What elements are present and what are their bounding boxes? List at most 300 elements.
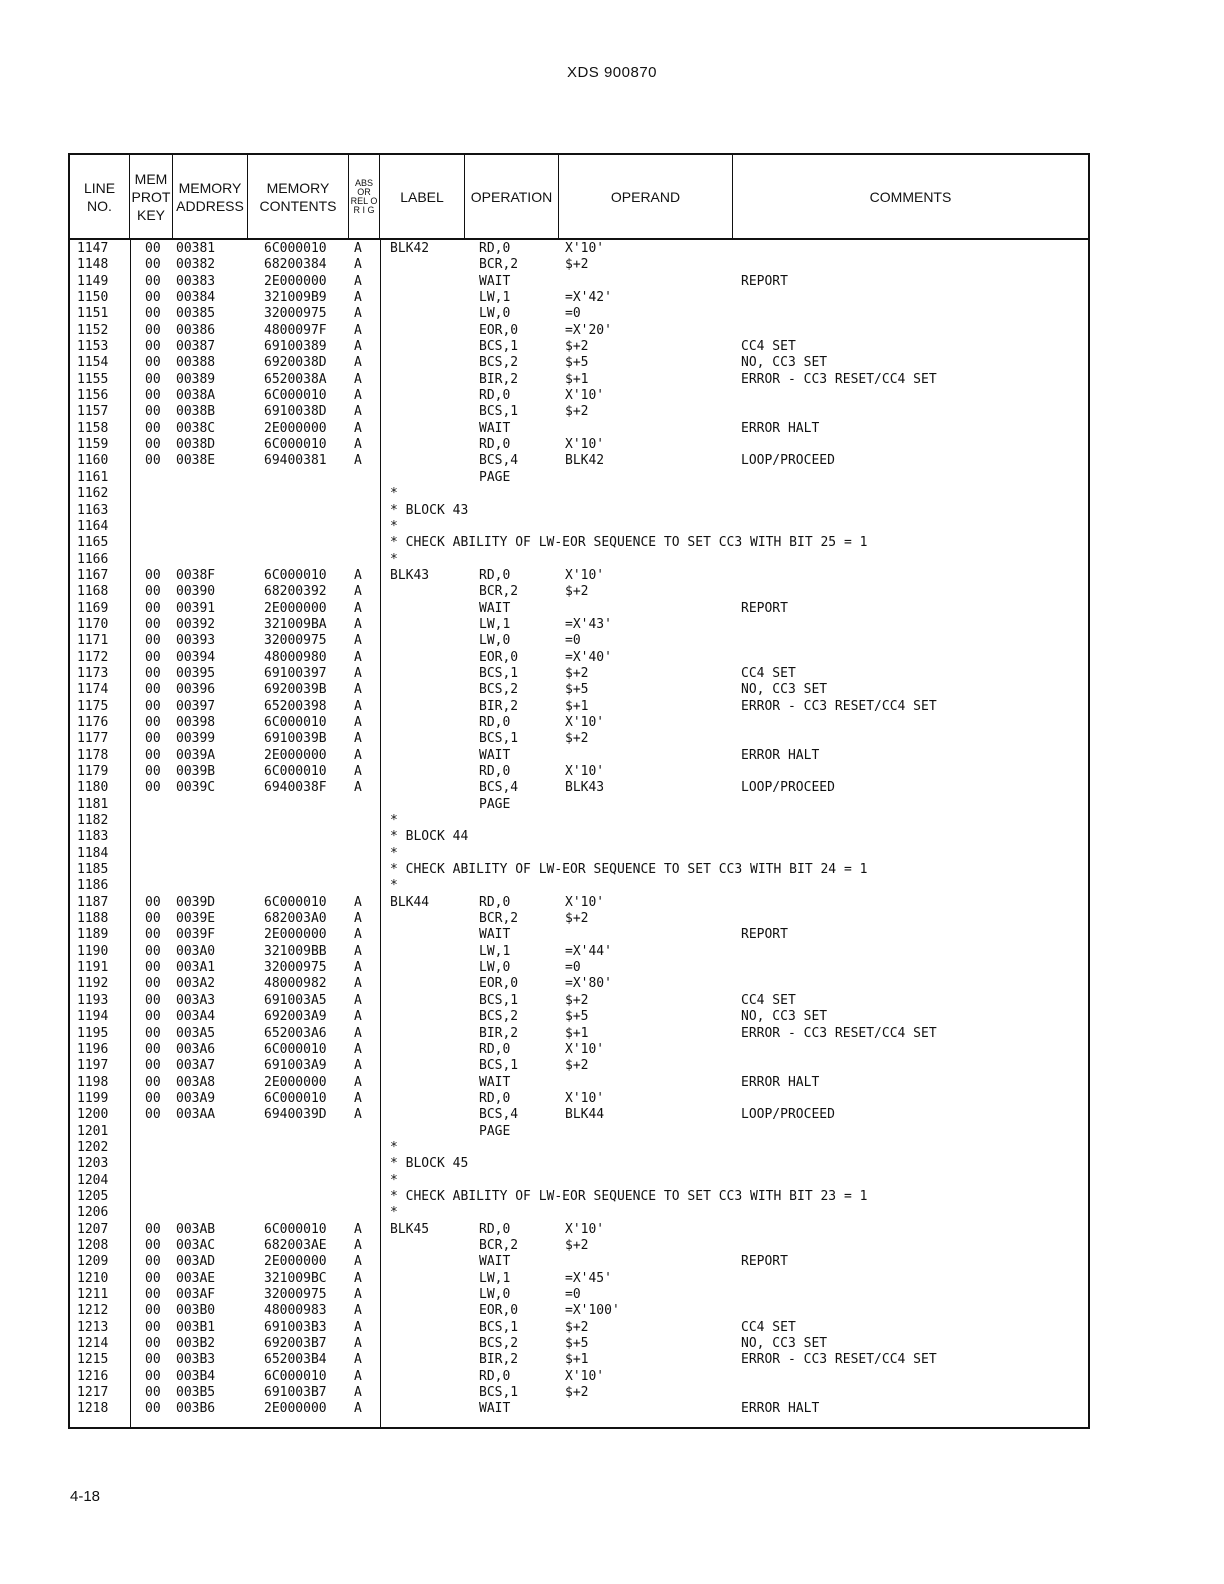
table-row bbox=[70, 1042, 1088, 1058]
line-number: 1166 bbox=[77, 551, 109, 567]
memory-address: 003B4 bbox=[176, 1368, 216, 1384]
line-number: 1214 bbox=[77, 1336, 109, 1352]
memory-contents: 692003A9 bbox=[264, 1009, 327, 1025]
line-number: 1169 bbox=[77, 600, 109, 616]
memory-address: 00390 bbox=[176, 584, 216, 600]
table-row bbox=[70, 519, 1088, 535]
memory-contents: 6C000010 bbox=[264, 437, 327, 453]
mem-prot-key: 00 bbox=[145, 584, 161, 600]
operand-cell: $+2 bbox=[565, 1319, 589, 1335]
header-operation: OPERATION bbox=[465, 155, 559, 238]
memory-contents: 48000980 bbox=[264, 649, 327, 665]
memory-contents: 32000975 bbox=[264, 633, 327, 649]
mem-prot-key: 00 bbox=[145, 960, 161, 976]
memory-contents: 48000982 bbox=[264, 976, 327, 992]
table-row bbox=[70, 1026, 1088, 1042]
memory-address: 0039E bbox=[176, 911, 216, 927]
abs-rel-flag: A bbox=[354, 1401, 362, 1417]
mem-prot-key: 00 bbox=[145, 1074, 161, 1090]
comment-cell: CC4 SET bbox=[741, 339, 796, 355]
mem-prot-key: 00 bbox=[145, 976, 161, 992]
memory-contents: 6520038A bbox=[264, 371, 327, 387]
comment-cell: NO, CC3 SET bbox=[741, 355, 828, 371]
abs-rel-flag: A bbox=[354, 780, 362, 796]
operation-cell: WAIT bbox=[479, 420, 511, 436]
memory-address: 003AE bbox=[176, 1270, 216, 1286]
table-row bbox=[70, 1107, 1088, 1123]
table-row bbox=[70, 306, 1088, 322]
operand-cell: X'10' bbox=[565, 764, 605, 779]
comment-cell: REPORT bbox=[741, 1254, 788, 1270]
memory-address: 00395 bbox=[176, 665, 216, 681]
abs-rel-flag: A bbox=[354, 600, 362, 616]
memory-address: 003B5 bbox=[176, 1385, 216, 1401]
mem-prot-key: 00 bbox=[145, 1352, 161, 1368]
operation-cell: WAIT bbox=[479, 600, 511, 616]
abs-rel-flag: A bbox=[354, 894, 362, 910]
memory-address: 00385 bbox=[176, 306, 216, 322]
mem-prot-key: 00 bbox=[145, 665, 161, 681]
memory-address: 003A4 bbox=[176, 1009, 216, 1025]
memory-address: 00387 bbox=[176, 339, 216, 355]
mem-prot-key: 00 bbox=[145, 1221, 161, 1237]
operation-cell: LW,0 bbox=[479, 960, 511, 976]
abs-rel-flag: A bbox=[354, 731, 362, 747]
mem-prot-key: 00 bbox=[145, 1107, 161, 1123]
memory-address: 003A7 bbox=[176, 1058, 216, 1074]
operand-cell: X'10' bbox=[565, 1041, 605, 1057]
line-number: 1159 bbox=[77, 437, 109, 453]
page-number: 4-18 bbox=[70, 1488, 101, 1505]
mem-prot-key: 00 bbox=[145, 241, 161, 256]
memory-contents: 6C000010 bbox=[264, 388, 327, 404]
mem-prot-key: 00 bbox=[145, 943, 161, 959]
table-row bbox=[70, 617, 1088, 633]
abs-rel-flag: A bbox=[354, 1221, 362, 1237]
line-number: 1150 bbox=[77, 290, 109, 306]
table-row bbox=[70, 257, 1088, 273]
memory-contents: 32000975 bbox=[264, 960, 327, 976]
operation-cell: EOR,0 bbox=[479, 322, 519, 338]
table-row bbox=[70, 666, 1088, 682]
abs-rel-flag: A bbox=[354, 241, 362, 256]
mem-prot-key: 00 bbox=[145, 911, 161, 927]
line-number: 1148 bbox=[77, 257, 109, 273]
operation-cell: BCS,2 bbox=[479, 682, 519, 698]
mem-prot-key: 00 bbox=[145, 567, 161, 583]
mem-prot-key: 00 bbox=[145, 731, 161, 747]
memory-contents: 6C000010 bbox=[264, 714, 327, 730]
table-row bbox=[70, 470, 1088, 486]
memory-contents: 32000975 bbox=[264, 1287, 327, 1302]
comment-cell: LOOP/PROCEED bbox=[741, 780, 835, 796]
memory-contents: 6910038D bbox=[264, 404, 327, 420]
memory-contents: 691003B3 bbox=[264, 1319, 327, 1335]
abs-rel-flag: A bbox=[354, 1058, 362, 1074]
abs-rel-flag: A bbox=[354, 355, 362, 371]
line-number: 1155 bbox=[77, 371, 109, 387]
memory-contents: 2E000000 bbox=[264, 420, 327, 436]
table-row bbox=[70, 1091, 1088, 1107]
operation-cell: BCS,1 bbox=[479, 1319, 519, 1335]
memory-contents: 6C000010 bbox=[264, 567, 327, 583]
memory-contents: 4800097F bbox=[264, 322, 327, 338]
memory-address: 00391 bbox=[176, 600, 216, 616]
comment-cell: ERROR HALT bbox=[741, 747, 820, 763]
line-number: 1212 bbox=[77, 1303, 109, 1319]
line-number: 1164 bbox=[77, 518, 109, 534]
operation-cell: RD,0 bbox=[479, 241, 511, 256]
table-row bbox=[70, 813, 1088, 829]
comment-cell: CC4 SET bbox=[741, 992, 796, 1008]
comment-cell: REPORT bbox=[741, 273, 788, 289]
table-row bbox=[70, 764, 1088, 780]
mem-prot-key: 00 bbox=[145, 437, 161, 453]
memory-address: 003B3 bbox=[176, 1352, 216, 1368]
memory-address: 0038B bbox=[176, 404, 216, 420]
mem-prot-key: 00 bbox=[145, 1401, 161, 1417]
operation-cell: LW,1 bbox=[479, 290, 511, 306]
table-header bbox=[70, 155, 1088, 240]
line-number: 1205 bbox=[77, 1188, 109, 1204]
comment-cell: ERROR HALT bbox=[741, 420, 820, 436]
memory-contents: 2E000000 bbox=[264, 1254, 327, 1270]
table-row bbox=[70, 911, 1088, 927]
table-row bbox=[70, 650, 1088, 666]
memory-address: 003A0 bbox=[176, 943, 216, 959]
comment-line: * CHECK ABILITY OF LW-EOR SEQUENCE TO SET CC3 WITH BIT 24 = 1 bbox=[390, 862, 868, 878]
listing-rows bbox=[70, 241, 1088, 1418]
memory-contents: 682003A0 bbox=[264, 911, 327, 927]
memory-contents: 6C000010 bbox=[264, 1041, 327, 1057]
memory-contents: 68200384 bbox=[264, 257, 327, 273]
memory-address: 00383 bbox=[176, 273, 216, 289]
table-row bbox=[70, 976, 1088, 992]
label-cell: BLK42 bbox=[390, 241, 430, 256]
table-row bbox=[70, 797, 1088, 813]
operand-cell: X'10' bbox=[565, 714, 605, 730]
operation-cell: PAGE bbox=[479, 796, 511, 812]
table-row bbox=[70, 944, 1088, 960]
line-number: 1157 bbox=[77, 404, 109, 420]
table-row bbox=[70, 1075, 1088, 1091]
line-number: 1183 bbox=[77, 829, 109, 845]
memory-contents: 6940039D bbox=[264, 1107, 327, 1123]
table-row bbox=[70, 1189, 1088, 1205]
table-row bbox=[70, 878, 1088, 894]
operation-cell: BIR,2 bbox=[479, 371, 519, 387]
memory-address: 0038D bbox=[176, 437, 216, 453]
memory-address: 00392 bbox=[176, 616, 216, 632]
operation-cell: RD,0 bbox=[479, 1368, 511, 1384]
line-number: 1172 bbox=[77, 649, 109, 665]
memory-contents: 6C000010 bbox=[264, 894, 327, 910]
line-number: 1203 bbox=[77, 1156, 109, 1172]
comment-cell: NO, CC3 SET bbox=[741, 1009, 828, 1025]
table-row bbox=[70, 682, 1088, 698]
operand-cell: $+2 bbox=[565, 339, 589, 355]
memory-address: 003B6 bbox=[176, 1401, 216, 1417]
operand-cell: X'10' bbox=[565, 437, 605, 453]
abs-rel-flag: A bbox=[354, 927, 362, 943]
header-line-no: LINE NO. bbox=[70, 155, 130, 238]
operand-cell: =X'44' bbox=[565, 943, 612, 959]
memory-contents: 2E000000 bbox=[264, 1074, 327, 1090]
table-row bbox=[70, 1124, 1088, 1140]
line-number: 1210 bbox=[77, 1270, 109, 1286]
abs-rel-flag: A bbox=[354, 1025, 362, 1041]
line-number: 1194 bbox=[77, 1009, 109, 1025]
memory-contents: 2E000000 bbox=[264, 600, 327, 616]
operation-cell: LW,0 bbox=[479, 633, 511, 649]
memory-address: 0039A bbox=[176, 747, 216, 763]
operation-cell: BIR,2 bbox=[479, 1352, 519, 1368]
comment-cell: ERROR - CC3 RESET/CC4 SET bbox=[741, 371, 937, 387]
mem-prot-key: 00 bbox=[145, 1287, 161, 1302]
table-row bbox=[70, 1222, 1088, 1238]
line-number: 1196 bbox=[77, 1041, 109, 1057]
line-number: 1198 bbox=[77, 1074, 109, 1090]
comment-line: * bbox=[390, 845, 398, 861]
abs-rel-flag: A bbox=[354, 714, 362, 730]
table-row bbox=[70, 535, 1088, 551]
line-number: 1154 bbox=[77, 355, 109, 371]
abs-rel-flag: A bbox=[354, 1237, 362, 1253]
memory-contents: 6C000010 bbox=[264, 1221, 327, 1237]
abs-rel-flag: A bbox=[354, 322, 362, 338]
memory-address: 0039C bbox=[176, 780, 216, 796]
operation-cell: BCR,2 bbox=[479, 911, 519, 927]
memory-contents: 321009BC bbox=[264, 1270, 327, 1286]
line-number: 1185 bbox=[77, 862, 109, 878]
label-cell: BLK45 bbox=[390, 1221, 430, 1237]
mem-prot-key: 00 bbox=[145, 404, 161, 420]
memory-address: 00389 bbox=[176, 371, 216, 387]
table-row bbox=[70, 388, 1088, 404]
line-number: 1163 bbox=[77, 502, 109, 518]
operand-cell: =X'20' bbox=[565, 322, 612, 338]
header-memory-address: MEMORY ADDRESS bbox=[173, 155, 248, 238]
header-comments: COMMENTS bbox=[869, 188, 952, 205]
operand-cell: $+2 bbox=[565, 1385, 589, 1401]
abs-rel-flag: A bbox=[354, 290, 362, 306]
table-row bbox=[70, 1320, 1088, 1336]
table-row bbox=[70, 1140, 1088, 1156]
line-number: 1208 bbox=[77, 1237, 109, 1253]
abs-rel-flag: A bbox=[354, 616, 362, 632]
line-number: 1187 bbox=[77, 894, 109, 910]
table-row bbox=[70, 1303, 1088, 1319]
operand-cell: $+1 bbox=[565, 371, 589, 387]
memory-address: 0039F bbox=[176, 927, 216, 943]
memory-contents: 652003A6 bbox=[264, 1025, 327, 1041]
operand-cell: X'10' bbox=[565, 1090, 605, 1106]
operand-cell: $+1 bbox=[565, 1352, 589, 1368]
abs-rel-flag: A bbox=[354, 976, 362, 992]
abs-rel-flag: A bbox=[354, 453, 362, 469]
mem-prot-key: 00 bbox=[145, 1319, 161, 1335]
memory-address: 003B1 bbox=[176, 1319, 216, 1335]
mem-prot-key: 00 bbox=[145, 1303, 161, 1319]
line-number: 1173 bbox=[77, 665, 109, 681]
operand-cell: $+2 bbox=[565, 665, 589, 681]
memory-contents: 6C000010 bbox=[264, 1090, 327, 1106]
table-row bbox=[70, 1352, 1088, 1368]
operation-cell: LW,0 bbox=[479, 1287, 511, 1302]
label-cell: BLK43 bbox=[390, 567, 430, 583]
operand-cell: X'10' bbox=[565, 241, 605, 256]
table-row bbox=[70, 323, 1088, 339]
line-number: 1195 bbox=[77, 1025, 109, 1041]
table-row bbox=[70, 568, 1088, 584]
operation-cell: BCS,2 bbox=[479, 355, 519, 371]
table-row bbox=[70, 1205, 1088, 1221]
operation-cell: BCS,1 bbox=[479, 1058, 519, 1074]
memory-address: 00397 bbox=[176, 698, 216, 714]
memory-contents: 2E000000 bbox=[264, 273, 327, 289]
mem-prot-key: 00 bbox=[145, 420, 161, 436]
line-number: 1202 bbox=[77, 1139, 109, 1155]
operation-cell: RD,0 bbox=[479, 437, 511, 453]
mem-prot-key: 00 bbox=[145, 616, 161, 632]
table-row bbox=[70, 486, 1088, 502]
mem-prot-key: 00 bbox=[145, 682, 161, 698]
abs-rel-flag: A bbox=[354, 682, 362, 698]
table-row bbox=[70, 372, 1088, 388]
operation-cell: BCR,2 bbox=[479, 584, 519, 600]
memory-address: 003AB bbox=[176, 1221, 216, 1237]
operation-cell: EOR,0 bbox=[479, 1303, 519, 1319]
line-number: 1207 bbox=[77, 1221, 109, 1237]
line-number: 1181 bbox=[77, 796, 109, 812]
memory-contents: 6920038D bbox=[264, 355, 327, 371]
memory-address: 0038E bbox=[176, 453, 216, 469]
line-number: 1197 bbox=[77, 1058, 109, 1074]
table-row bbox=[70, 421, 1088, 437]
mem-prot-key: 00 bbox=[145, 306, 161, 322]
operation-cell: RD,0 bbox=[479, 714, 511, 730]
table-row bbox=[70, 862, 1088, 878]
memory-contents: 2E000000 bbox=[264, 1401, 327, 1417]
memory-address: 003A3 bbox=[176, 992, 216, 1008]
line-number: 1211 bbox=[77, 1287, 109, 1302]
abs-rel-flag: A bbox=[354, 960, 362, 976]
comment-line: * BLOCK 45 bbox=[390, 1156, 469, 1172]
table-row bbox=[70, 780, 1088, 796]
table-row bbox=[70, 584, 1088, 600]
operation-cell: RD,0 bbox=[479, 1090, 511, 1106]
table-row bbox=[70, 404, 1088, 420]
comment-line: * CHECK ABILITY OF LW-EOR SEQUENCE TO SET CC3 WITH BIT 25 = 1 bbox=[390, 535, 868, 551]
comment-line: * bbox=[390, 1205, 398, 1221]
mem-prot-key: 00 bbox=[145, 1368, 161, 1384]
operation-cell: RD,0 bbox=[479, 567, 511, 583]
operand-cell: BLK44 bbox=[565, 1107, 605, 1123]
document-header: XDS 900870 bbox=[566, 64, 658, 81]
abs-rel-flag: A bbox=[354, 388, 362, 404]
abs-rel-flag: A bbox=[354, 1041, 362, 1057]
operation-cell: BCS,4 bbox=[479, 780, 519, 796]
abs-rel-flag: A bbox=[354, 1107, 362, 1123]
table-row bbox=[70, 355, 1088, 371]
line-number: 1186 bbox=[77, 878, 109, 894]
memory-contents: 652003B4 bbox=[264, 1352, 327, 1368]
mem-prot-key: 00 bbox=[145, 600, 161, 616]
operand-cell: $+1 bbox=[565, 698, 589, 714]
table-row bbox=[70, 1369, 1088, 1385]
line-number: 1152 bbox=[77, 322, 109, 338]
operand-cell: =0 bbox=[565, 633, 581, 649]
table-row bbox=[70, 1385, 1088, 1401]
memory-address: 003A1 bbox=[176, 960, 216, 976]
operation-cell: RD,0 bbox=[479, 388, 511, 404]
table-row bbox=[70, 503, 1088, 519]
operand-cell: =X'42' bbox=[565, 290, 612, 306]
operation-cell: BCS,2 bbox=[479, 1009, 519, 1025]
abs-rel-flag: A bbox=[354, 665, 362, 681]
memory-address: 0038C bbox=[176, 420, 216, 436]
table-row bbox=[70, 601, 1088, 617]
operation-cell: RD,0 bbox=[479, 1221, 511, 1237]
comment-line: * bbox=[390, 518, 398, 534]
line-number: 1176 bbox=[77, 714, 109, 730]
header-operand: OPERAND bbox=[559, 155, 733, 238]
operation-cell: RD,0 bbox=[479, 1041, 511, 1057]
line-number: 1184 bbox=[77, 845, 109, 861]
memory-contents: 6940038F bbox=[264, 780, 327, 796]
operand-cell: $+2 bbox=[565, 257, 589, 273]
comment-cell: REPORT bbox=[741, 927, 788, 943]
mem-prot-key: 00 bbox=[145, 1385, 161, 1401]
comment-cell: ERROR - CC3 RESET/CC4 SET bbox=[741, 1025, 937, 1041]
line-number: 1167 bbox=[77, 567, 109, 583]
mem-prot-key: 00 bbox=[145, 290, 161, 306]
memory-contents: 6C000010 bbox=[264, 241, 327, 256]
operand-cell: $+5 bbox=[565, 1009, 589, 1025]
mem-prot-key: 00 bbox=[145, 649, 161, 665]
operand-cell: =X'80' bbox=[565, 976, 612, 992]
line-number: 1153 bbox=[77, 339, 109, 355]
comment-line: * BLOCK 43 bbox=[390, 502, 469, 518]
operand-cell: X'10' bbox=[565, 567, 605, 583]
operation-cell: BCR,2 bbox=[479, 257, 519, 273]
line-number: 1199 bbox=[77, 1090, 109, 1106]
mem-prot-key: 00 bbox=[145, 355, 161, 371]
table-row bbox=[70, 339, 1088, 355]
operation-cell: BCS,1 bbox=[479, 665, 519, 681]
memory-address: 00394 bbox=[176, 649, 216, 665]
line-number: 1168 bbox=[77, 584, 109, 600]
comment-line: * bbox=[390, 486, 398, 502]
table-row bbox=[70, 846, 1088, 862]
table-row bbox=[70, 453, 1088, 469]
memory-contents: 6C000010 bbox=[264, 764, 327, 779]
comment-cell: LOOP/PROCEED bbox=[741, 1107, 835, 1123]
memory-address: 0038A bbox=[176, 388, 216, 404]
operation-cell: BCS,4 bbox=[479, 453, 519, 469]
memory-contents: 682003AE bbox=[264, 1237, 327, 1253]
mem-prot-key: 00 bbox=[145, 1237, 161, 1253]
memory-address: 00393 bbox=[176, 633, 216, 649]
line-number: 1147 bbox=[77, 241, 109, 256]
abs-rel-flag: A bbox=[354, 911, 362, 927]
abs-rel-flag: A bbox=[354, 1254, 362, 1270]
comment-cell: CC4 SET bbox=[741, 665, 796, 681]
abs-rel-flag: A bbox=[354, 943, 362, 959]
line-number: 1201 bbox=[77, 1123, 109, 1139]
table-row bbox=[70, 552, 1088, 568]
line-number: 1170 bbox=[77, 616, 109, 632]
